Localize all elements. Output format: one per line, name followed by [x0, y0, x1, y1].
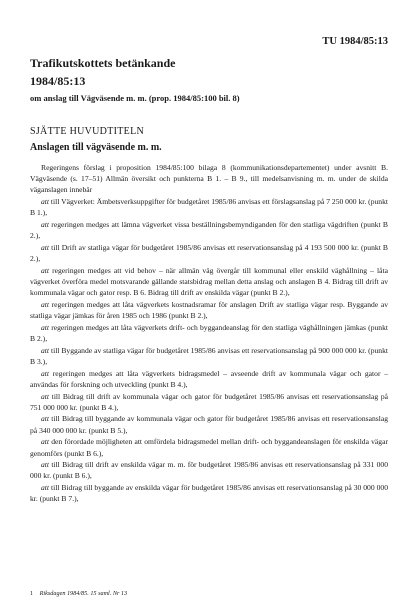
section-title: SJÄTTE HUVUDTITELN: [30, 126, 144, 137]
att-word: att: [41, 220, 50, 230]
att-word: att: [41, 391, 50, 401]
document-title: Trafikutskottets betänkande: [30, 56, 176, 70]
paragraph-text: regeringen medges att låta vägverkets bidragsmedel – avseende drift av kommunala vägar och gator – användas för forskning och utveckling (punkt B 4.),: [30, 368, 388, 389]
att-word: att: [41, 437, 50, 447]
document-subtitle: om anslag till Vägväsende m. m. (prop. 1984/85:100 bil. 8): [30, 93, 240, 103]
paragraph-text: till Bidrag till byggande av kommunala vägar och gator för budgetåret 1985/86 anvisas ett reservationsanslag på 340 000 000 kr. (punkt B 5.),: [30, 414, 388, 435]
att-word: att: [41, 265, 50, 275]
paragraph: [30, 436, 388, 458]
paragraph: [30, 265, 388, 299]
att-word: att: [41, 345, 50, 355]
footer-reference: Riksdagen 1984/85. 15 saml. Nr 13: [39, 590, 128, 597]
paragraph-text: regeringen medges att vid behov – när allmän väg övergår till kommunal eller enskild väghållning – låta vägverket överföra medel motsvarande gällande statsbidrag mellan detta anslag och anslagen B 4. Bidrag till drift av kommunala vägar och gator resp. B 6. Bidrag till drift av enskilda vägar (punkt B 2.),: [30, 265, 388, 298]
paragraph: [30, 459, 388, 481]
paragraph-text: till Bidrag till byggande av enskilda vägar för budgetåret 1985/86 anvisas ett reservationsanslag på 30 000 000 kr. (punkt B 7.),: [30, 483, 388, 504]
footer: [30, 590, 127, 597]
paragraph: [30, 322, 388, 344]
paragraph-text: till Bidrag till drift av enskilda vägar m. m. för budgetåret 1985/86 anvisas ett reservationsanslag på 331 000 000 kr. (punkt B 6.),: [30, 460, 388, 481]
att-word: att: [41, 414, 50, 424]
att-word: att: [41, 483, 50, 493]
document-code: TU 1984/85:13: [322, 36, 388, 47]
paragraph-text: den förordade möjligheten att omfördela bidragsmedel mellan drift- och byggandeanslagen för enskilda vägar genomförs (punkt B 6.),: [30, 437, 388, 458]
paragraph: [30, 219, 388, 241]
page-number: 1: [30, 590, 34, 597]
att-word: att: [41, 322, 50, 332]
document-number: 1984/85:13: [30, 74, 86, 88]
section-heading: Anslagen till vägväsende m. m.: [30, 142, 162, 153]
paragraph: [30, 413, 388, 435]
paragraph-text: regeringen medges att lämna vägverket vissa beställningsbemyndiganden för den statliga vägdriften (punkt B 2.),: [30, 220, 388, 241]
att-word: att: [41, 460, 50, 470]
paragraph: [30, 242, 388, 264]
paragraph-text: regeringen medges att låta vägverkets kostnadsramar för anslagen Drift av statliga vägar resp. Byggande av statliga vägar jämkas för åren 1985 och 1986 (punkt B 2.),: [30, 299, 388, 321]
paragraph: [30, 299, 388, 321]
att-word: att: [41, 368, 50, 378]
paragraph: [30, 482, 388, 504]
paragraph-text: till Bidrag till drift av kommunala vägar och gator för budgetåret 1985/86 anvisas ett reservationsanslag på 751 000 000 kr. (punkt B 4.),: [30, 391, 388, 412]
paragraph-text: till Vägverket: Ämbetsverksuppgifter för budgetåret 1985/86 anvisas ett förslagsanslag på 7 250 000 kr. (punkt B 1.),: [30, 197, 389, 218]
paragraph-text: Regeringens förslag i proposition 1984/85:100 bilaga 8 (kommunikationsdepartementet) under avsnitt B. Vägväsende (s. 17–51) Allmän översikt och punkterna B 1. – B 9., till medelsanvisning m. m. under de skilda väganslagen innebär: [30, 163, 388, 195]
paragraph: [30, 345, 388, 367]
paragraph: [30, 368, 388, 390]
att-word: att: [41, 299, 50, 309]
paragraph: [30, 196, 388, 218]
body-text: [30, 162, 388, 505]
att-word: att: [41, 197, 50, 207]
paragraph: [30, 162, 388, 196]
paragraph: [30, 391, 388, 413]
paragraph-text: till Byggande av statliga vägar för budgetåret 1985/86 anvisas ett reservationsanslag på 900 000 000 kr. (punkt B 3.),: [30, 345, 388, 366]
paragraph-text: regeringen medges att låta vägverkets drift- och byggandeanslag för den statliga väghållningen jämkas (punkt B 2.),: [30, 322, 388, 344]
att-word: att: [41, 242, 50, 252]
paragraph-text: till Drift av statliga vägar för budgetåret 1985/86 anvisas ett reservationsanslag på 4 193 500 000 kr. (punkt B 2.),: [30, 242, 388, 264]
